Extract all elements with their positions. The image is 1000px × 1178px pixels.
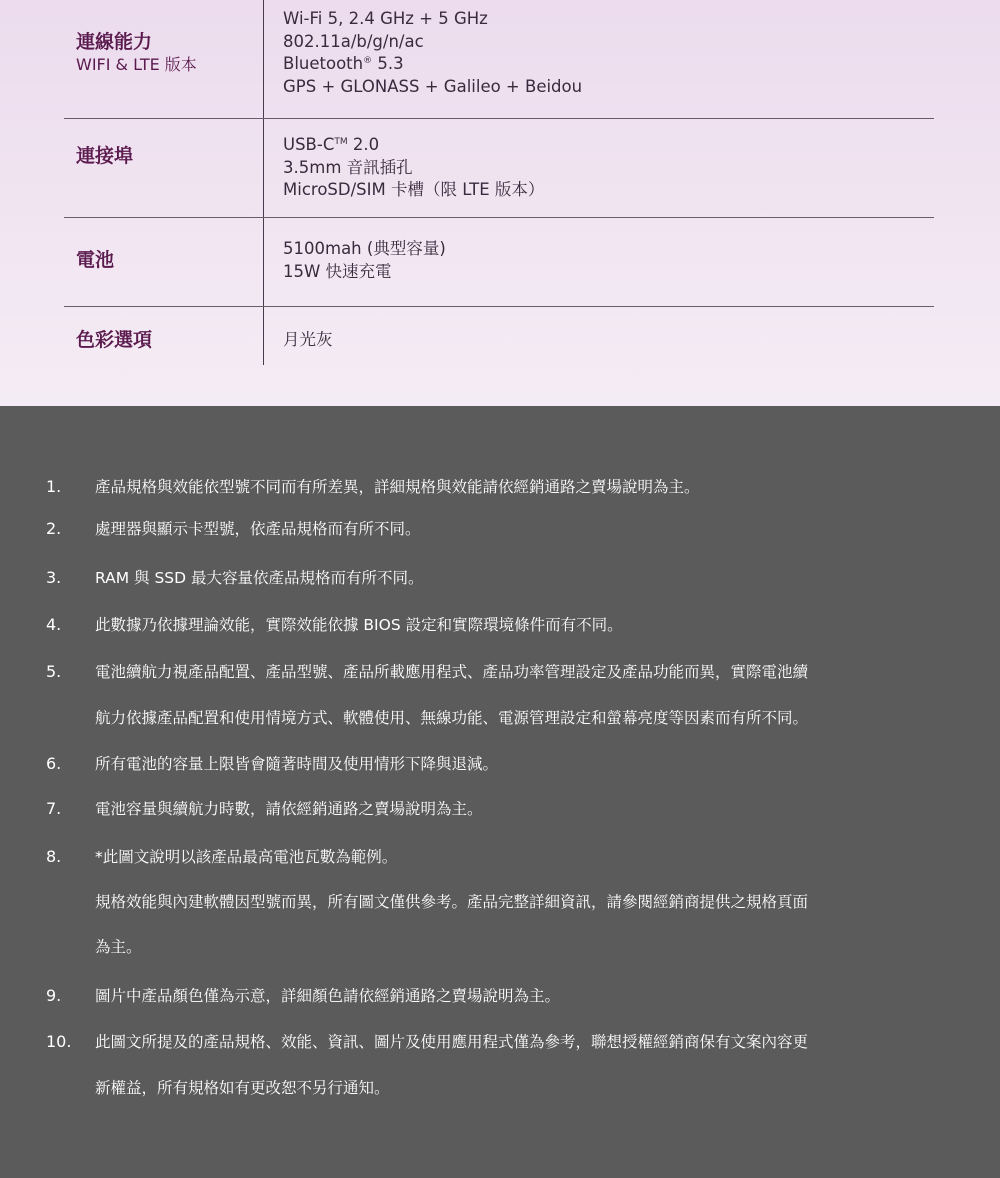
spec-table — [0, 0, 1000, 406]
note-text: 新權益，所有規格如有更改恕不另行通知。 — [95, 1079, 390, 1097]
note-text: 航力依據產品配置和使用情境方式、軟體使用、無線功能、電源管理設定和螢幕亮度等因素而有所不同。 — [95, 709, 809, 727]
disclaimer-notes — [0, 406, 1000, 1178]
spec-value-connectivity — [283, 8, 582, 98]
note-text: 圖片中產品顏色僅為示意，詳細顏色請依經銷通路之賣場說明為主。 — [95, 987, 561, 1005]
spec-value-colors — [283, 329, 333, 352]
spec-label-connectivity: 連線能力 — [76, 31, 153, 53]
spec-line: 月光灰 — [283, 330, 333, 349]
note-number: 9. — [46, 986, 62, 1005]
spec-line: 3.5mm 音訊插孔 — [283, 157, 413, 177]
note-text: 產品規格與效能依型號不同而有所差異，詳細規格與效能請依經銷通路之賣場說明為主。 — [95, 478, 700, 496]
row-divider — [64, 118, 934, 119]
note-text: 此數據乃依據理論效能，實際效能依據 BIOS 設定和實際環境條件而有不同。 — [95, 616, 623, 634]
spec-line: GPS + GLONASS + Galileo + Beidou — [283, 76, 583, 96]
note-number: 6. — [46, 754, 62, 773]
note-text: RAM 與 SSD 最大容量依產品規格而有所不同。 — [95, 569, 424, 587]
spec-value-ports — [283, 134, 544, 202]
spec-line: Wi-Fi 5, 2.4 GHz + 5 GHz — [283, 9, 488, 28]
registered-mark: ® — [363, 56, 373, 66]
note-text: 此圖文所提及的產品規格、效能、資訊、圖片及使用應用程式僅為參考，聯想授權經銷商保有文案內容更 — [95, 1033, 809, 1051]
spec-line: 15W 快速充電 — [283, 261, 392, 281]
spec-line — [283, 53, 582, 76]
note-text: 處理器與顯示卡型號，依產品規格而有所不同。 — [95, 520, 421, 538]
usb-version: 2.0 — [347, 135, 380, 154]
bluetooth-text: Bluetooth — [283, 54, 364, 73]
spec-line: 5100mah (典型容量) — [283, 239, 446, 258]
note-text: 電池續航力視產品配置、產品型號、產品所載應用程式、產品功率管理設定及產品功能而異，實際電池續 — [95, 663, 809, 681]
spec-value-battery — [283, 238, 446, 283]
note-number: 5. — [46, 662, 62, 681]
spec-line: MicroSD/SIM 卡槽（限 LTE 版本） — [283, 180, 545, 199]
usb-text: USB-C — [283, 135, 335, 154]
note-number: 3. — [46, 568, 62, 587]
row-divider — [64, 217, 934, 218]
note-text: 為主。 — [95, 938, 142, 956]
spec-label-ports: 連接埠 — [76, 145, 134, 167]
note-number: 7. — [46, 799, 62, 818]
note-number: 2. — [46, 519, 62, 538]
bluetooth-version: 5.3 — [372, 54, 404, 73]
trademark-mark: TM — [334, 137, 348, 147]
spec-line — [283, 134, 544, 157]
spec-line: 802.11a/b/g/n/ac — [283, 31, 424, 51]
spec-sublabel-connectivity: WIFI & LTE 版本 — [76, 55, 197, 74]
spec-label-colors: 色彩選項 — [76, 329, 153, 351]
note-text: *此圖文說明以該產品最高電池瓦數為範例。 — [95, 848, 398, 866]
note-number: 10. — [46, 1032, 72, 1051]
note-number: 8. — [46, 847, 62, 866]
row-divider — [64, 306, 934, 307]
spec-label-battery: 電池 — [76, 249, 115, 271]
note-text: 所有電池的容量上限皆會隨著時間及使用情形下降與退減。 — [95, 755, 499, 773]
note-number: 1. — [46, 477, 62, 496]
note-number: 4. — [46, 615, 62, 634]
column-divider — [263, 0, 264, 365]
note-text: 電池容量與續航力時數，請依經銷通路之賣場說明為主。 — [95, 800, 483, 818]
note-text: 規格效能與內建軟體因型號而異，所有圖文僅供參考。產品完整詳細資訊，請參閱經銷商提供之規格頁面 — [95, 893, 809, 911]
